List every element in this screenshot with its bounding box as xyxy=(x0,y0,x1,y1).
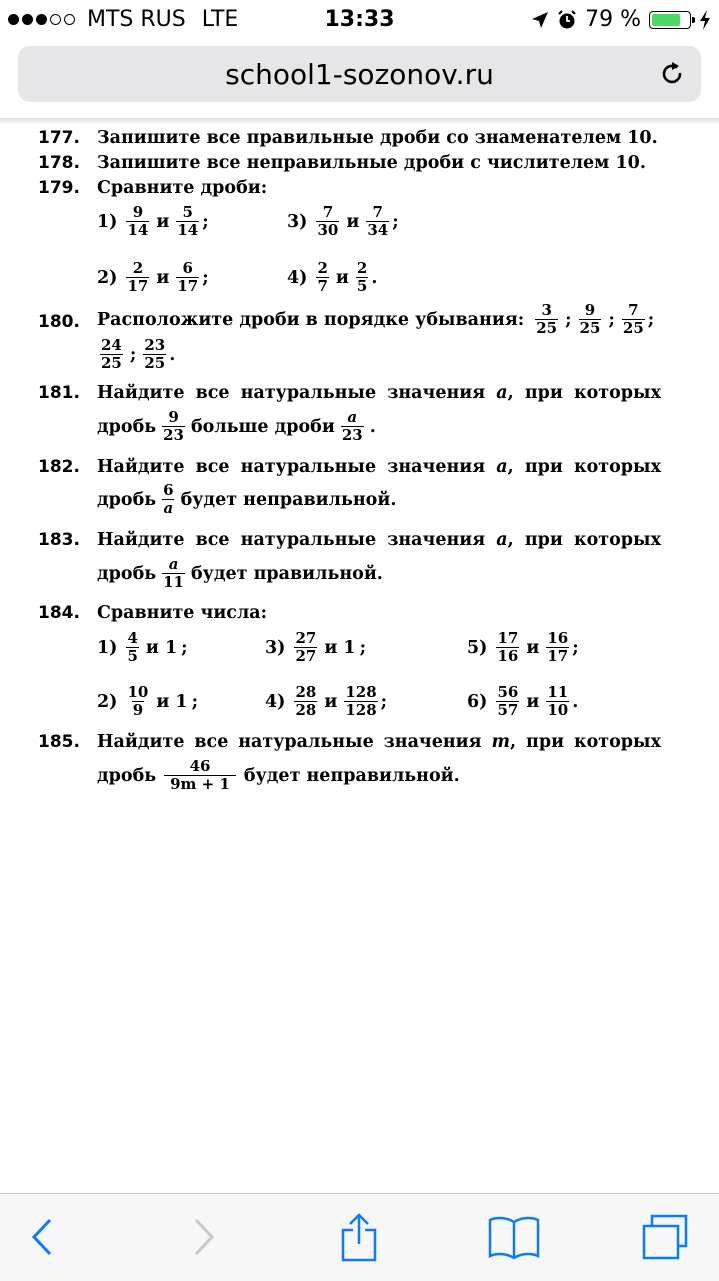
fraction: $\frac{7}{34}$ xyxy=(367,203,389,239)
item-label: 1) xyxy=(97,211,118,232)
back-icon[interactable] xyxy=(14,1212,70,1262)
conjunction: и xyxy=(156,211,170,232)
problem-line: дробь $\frac{6}{a}$ будет неправильной. xyxy=(97,481,397,517)
url-text[interactable]: school1-sozonov.ru xyxy=(225,58,494,91)
subproblem: 5) $\frac{17}{16}$ и $\frac{16}{17}$ ; xyxy=(467,629,579,665)
problem-line xyxy=(97,302,654,337)
carrier-name: MTS RUS xyxy=(87,7,186,32)
separator: ; xyxy=(647,309,655,330)
fraction: $\frac{24}{25}$ xyxy=(101,336,122,372)
item-end: ; xyxy=(392,211,399,232)
charging-bolt-icon xyxy=(699,10,711,30)
fraction: $\frac{17}{16}$ xyxy=(497,629,519,665)
problem-text: Запишите все правильные дроби со знаменателем 10. xyxy=(97,128,658,148)
page-content xyxy=(0,118,719,810)
problem-line: дробь $\frac{9}{23}$ больше дроби $\frac{a}{23}$ . xyxy=(97,408,376,444)
subproblem: 3) $\frac{27}{27}$ и 1 ; xyxy=(265,629,367,665)
problem-text: Найдите все натуральные значения a, при которых xyxy=(97,530,662,550)
fraction: $\frac{28}{28}$ xyxy=(295,683,317,719)
item-label: 3) xyxy=(287,211,308,232)
problem-text: Сравните числа: xyxy=(97,603,268,623)
browser-toolbar xyxy=(0,1193,719,1281)
fraction: $\frac{5}{14}$ xyxy=(177,203,199,239)
conjunction: и xyxy=(346,211,360,232)
fraction: $\frac{7}{30}$ xyxy=(317,203,339,239)
subproblem: 4) $\frac{28}{28}$ и $\frac{128}{128}$ ; xyxy=(265,683,388,719)
fraction: $\frac{4}{5}$ xyxy=(127,629,138,665)
fraction: $\frac{2}{7}$ xyxy=(317,259,328,295)
item-label: 2) xyxy=(97,267,118,288)
problem-number: 185. xyxy=(38,732,80,752)
fraction: $\frac{6}{17}$ xyxy=(177,259,199,295)
fraction: $\frac{6}{a}$ xyxy=(163,481,174,517)
fraction: $\frac{128}{128}$ xyxy=(345,683,377,719)
subproblem: 1) $\frac{4}{5}$ и 1 ; xyxy=(97,629,188,665)
subproblem xyxy=(97,260,209,295)
subproblem xyxy=(287,260,377,295)
forward-icon[interactable] xyxy=(176,1212,232,1262)
problem-line: дробь $\frac{a}{11}$ будет правильной. xyxy=(97,555,383,591)
fraction: $\frac{16}{17}$ xyxy=(547,629,569,665)
fraction: $\frac{2}{17}$ xyxy=(127,259,149,295)
alarm-icon xyxy=(557,10,577,30)
problem-number: 178. xyxy=(38,153,80,173)
clock: 13:33 xyxy=(324,7,395,32)
fraction: $\frac{a}{11}$ xyxy=(163,555,184,591)
share-icon[interactable] xyxy=(331,1212,387,1262)
subproblem: 6) $\frac{56}{57}$ и $\frac{11}{10}$ . xyxy=(467,683,579,719)
separator: ; xyxy=(565,309,572,330)
problem-text: Запишите все неправильные дроби с числителем 10. xyxy=(97,153,646,173)
problem-text: Найдите все натуральные значения m, при которых xyxy=(97,732,661,752)
problem-number: 182. xyxy=(38,457,80,477)
fraction: $\frac{11}{10}$ xyxy=(547,683,569,719)
fraction: $\frac{9}{23}$ xyxy=(163,408,184,444)
fraction: $\frac{9}{14}$ xyxy=(127,203,149,239)
fraction: $\frac{9}{25}$ xyxy=(579,301,601,337)
fraction: $\frac{23}{25}$ xyxy=(144,336,166,372)
conjunction: и xyxy=(335,267,349,288)
subproblem xyxy=(97,204,209,239)
problem-number: 181. xyxy=(38,383,80,403)
item-end: ; xyxy=(202,211,209,232)
battery-percent: 79 % xyxy=(585,7,641,32)
problem-line xyxy=(97,337,175,372)
problem-number: 183. xyxy=(38,530,80,550)
fraction: $\frac{10}{9}$ xyxy=(127,683,149,719)
problem-number: 180. xyxy=(38,312,80,332)
status-bar xyxy=(0,0,719,40)
fraction: $\frac{7}{25}$ xyxy=(622,301,644,337)
fraction: $\frac{2}{5}$ xyxy=(356,259,368,295)
problem-text: Сравните дроби: xyxy=(97,178,268,198)
tabs-icon[interactable] xyxy=(638,1212,694,1262)
reload-icon[interactable] xyxy=(657,59,687,89)
fraction: $\frac{56}{57}$ xyxy=(497,683,519,719)
separator: ; xyxy=(129,344,137,365)
problem-number: 184. xyxy=(38,603,80,623)
battery-icon xyxy=(649,11,691,29)
fraction: $\frac{46}{9m + 1}$ xyxy=(164,758,236,793)
fraction: $\frac{27}{27}$ xyxy=(295,629,317,665)
location-arrow-icon xyxy=(531,11,549,29)
subproblem xyxy=(287,204,399,239)
problem-text: Расположите дроби в порядке убывания: xyxy=(97,309,525,330)
bookmarks-icon[interactable] xyxy=(486,1212,542,1262)
address-bar[interactable] xyxy=(18,46,701,102)
fraction: $\frac{3}{25}$ xyxy=(536,301,558,337)
item-end: ; xyxy=(202,267,209,288)
problem-text: Найдите все натуральные значения a, при которых xyxy=(97,457,662,477)
network-type: LTE xyxy=(201,7,239,32)
separator: ; xyxy=(608,309,615,330)
conjunction: и xyxy=(156,267,170,288)
problem-text: Найдите все натуральные значения a, при которых xyxy=(97,383,662,403)
status-right xyxy=(531,7,711,32)
problem-number: 177. xyxy=(38,128,80,148)
item-label: 4) xyxy=(287,267,308,288)
fraction: $\frac{a}{23}$ xyxy=(341,408,363,444)
item-end: . xyxy=(169,344,176,365)
problem-number: 179. xyxy=(38,178,80,198)
problem-line: дробь $\frac{46}{9m + 1}$ будет неправильной. xyxy=(97,757,460,793)
item-end: . xyxy=(371,267,378,288)
subproblem: 2) $\frac{10}{9}$ и 1 ; xyxy=(97,683,199,719)
